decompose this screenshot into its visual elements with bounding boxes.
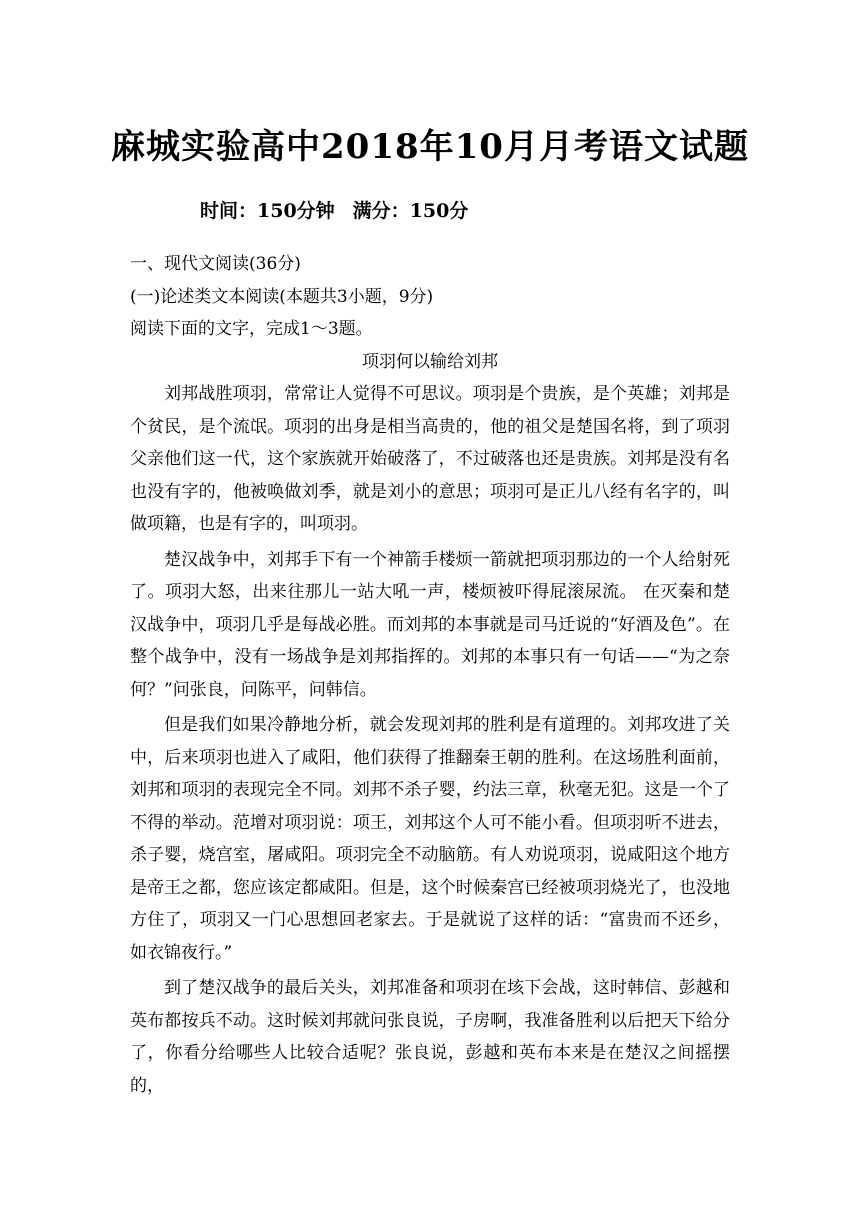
exam-info — [200, 196, 468, 226]
article-paragraph: 刘邦战胜项羽，常常让人觉得不可思议。项羽是个贵族，是个英雄；刘邦是个贫民，是个流氓。项羽的出身是相当高贵的，他的祖父是楚国名将，到了项羽父亲他们这一代，这个家族就开始破落了，不过破落也还是贵族。刘邦是没有名也没有字的，他被唤做刘季，就是刘小的意思；项羽可是正儿八经有名字的，叫做项籍，也是有字的，叫项羽。 — [130, 384, 730, 534]
article-paragraph: 楚汉战争中，刘邦手下有一个神箭手楼烦一箭就把项羽那边的一个人给射死了。项羽大怒，出来往那儿一站大吼一声，楼烦被吓得屁滚尿流。 在灭秦和楚汉战争中，项羽几乎是每战必胜。而刘邦的本事就是司马迁说的“好酒及色”。在整个战争中，没有一场战争是刘邦指挥的。刘邦的本事只有一句话——“为之奈何？”问张良，问陈平，问韩信。 — [130, 549, 730, 700]
section-heading: 一、现代文阅读(36分) — [130, 254, 301, 274]
article-title: 项羽何以输给刘邦 — [362, 351, 498, 372]
article-paragraph: 但是我们如果冷静地分析，就会发现刘邦的胜利是有道理的。刘邦攻进了关中，后来项羽也进入了咸阳，他们获得了推翻秦王朝的胜利。在这场胜利面前，刘邦和项羽的表现完全不同。刘邦不杀子婴，约法三章，秋毫无犯。这是一个了不得的举动。范增对项羽说：项王，刘邦这个人可不能小看。但项羽听不进去，杀子婴，烧宫室，屠咸阳。项羽完全不动脑筋。有人劝说项羽，说咸阳这个地方是帝王之都，您应该定都咸阳。但是，这个时候秦宫已经被项羽烧光了，也没地方住了，项羽又一门心思想回老家去。于是就说了这样的话：“富贵而不还乡，如衣锦夜行。” — [130, 715, 730, 963]
subsection-heading: (一)论述类文本阅读(本题共3小题，9分) — [130, 286, 434, 307]
reading-instruction: 阅读下面的文字，完成1～3题。 — [130, 319, 373, 339]
score-label: 满分：150分 — [352, 200, 469, 222]
article-paragraph: 到了楚汉战争的最后关头，刘邦准备和项羽在垓下会战，这时韩信、彭越和英布都按兵不动。这时候刘邦就问张良说，子房啊，我准备胜利以后把天下给分了，你看分给哪些人比较合适呢？张良说，彭越和英布本来是在楚汉之间摇摆的， — [130, 978, 730, 1096]
exam-body — [130, 248, 730, 1105]
exam-title: 麻城实验高中2018年10月月考语文试题 — [111, 127, 749, 167]
time-label: 时间：150分钟 — [200, 200, 335, 222]
